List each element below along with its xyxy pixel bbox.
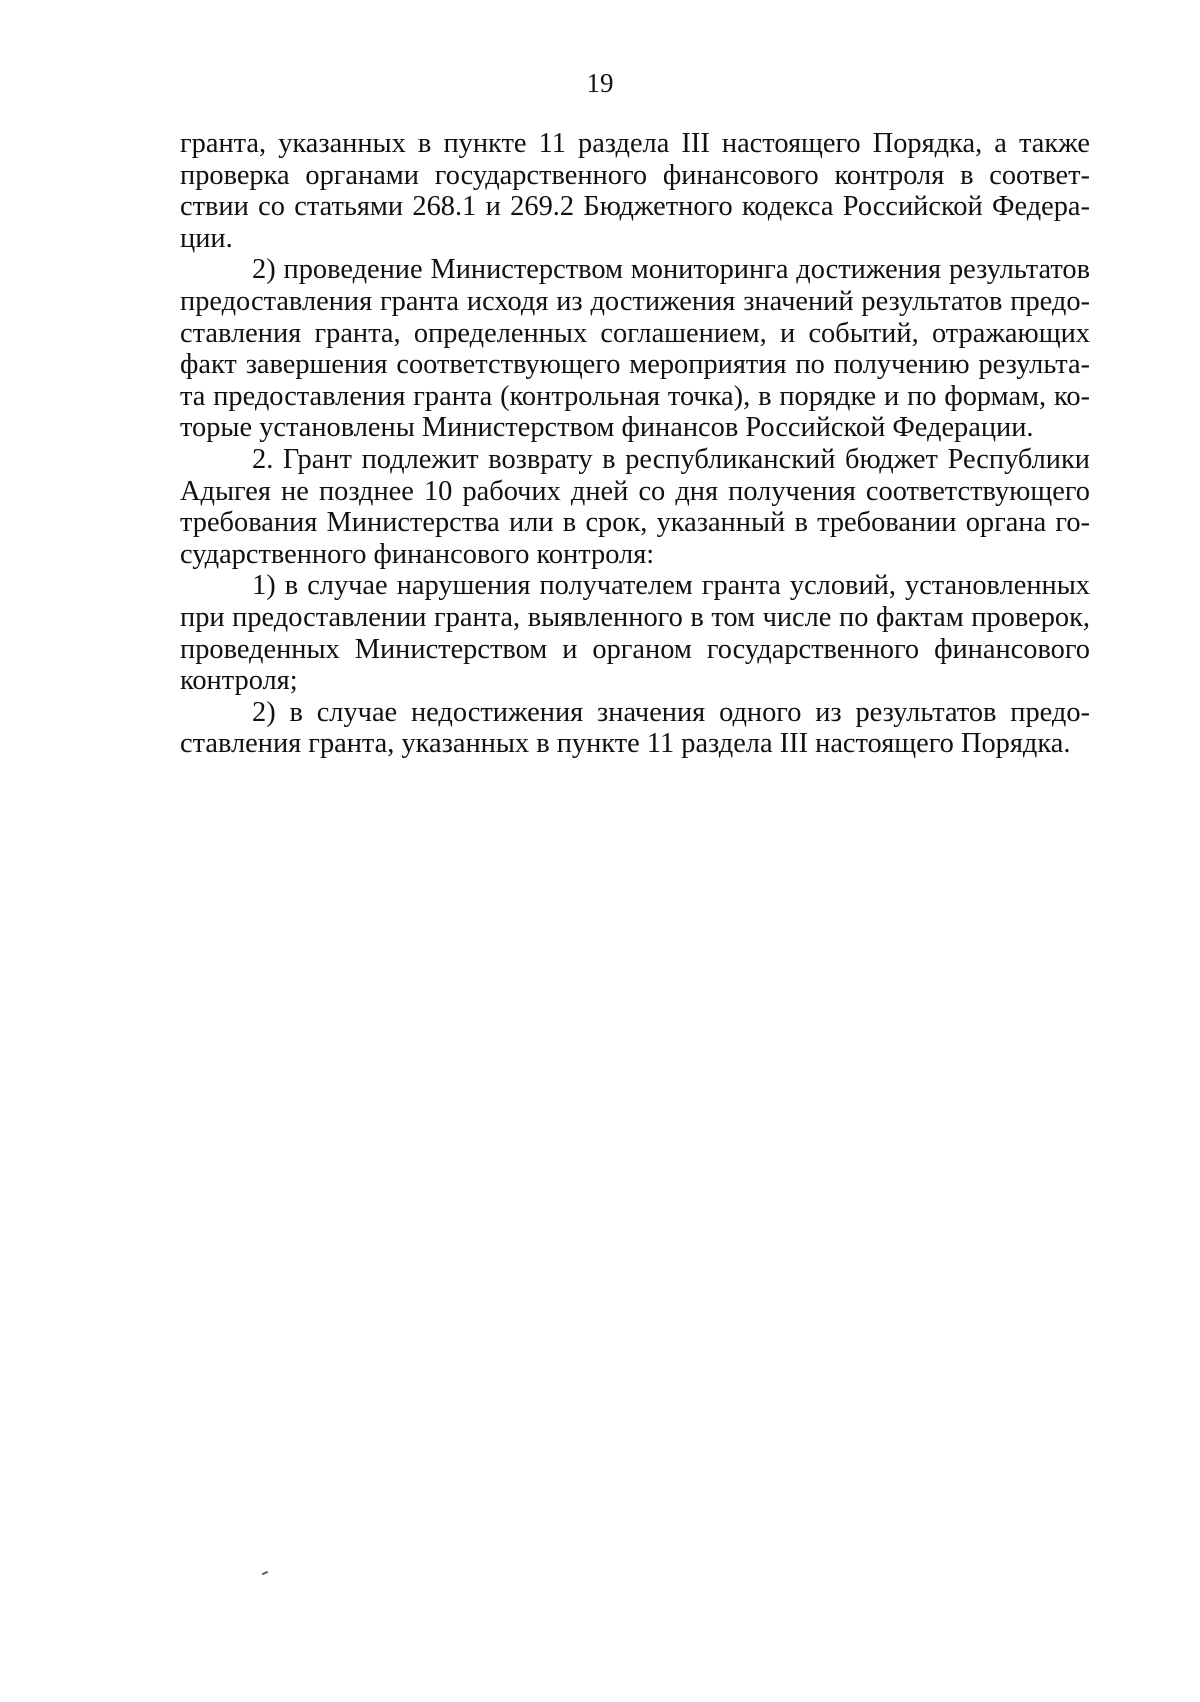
paragraph-item-2-monitoring [180,254,1090,444]
text-line: 2. Грант подлежит возврату в республиканский бюджет Республики [252,443,1090,475]
page-number: 19 [586,68,614,98]
text-line: гранта, указанных в пункте 11 раздела III настоящего Порядка, а также [180,128,1090,159]
text-line: проверка органами государственного финансового контроля в соответ- [180,159,1090,191]
paragraph-section-2-return [180,444,1090,570]
text-line: та предоставления гранта (контрольная точка), в порядке и по формам, ко- [180,380,1090,412]
text-line: при предоставлении гранта, выявленного в том числе по фактам проверок, [180,601,1090,633]
text-line: факт завершения соответствующего мероприятия по получению результа- [180,349,1090,381]
text-line: Адыгея не позднее 10 рабочих дней со дня получения соответствующего [180,475,1090,507]
text-line: 2) проведение Министерством мониторинга достижения результатов [252,254,1090,286]
text-line: проведенных Министерством и органом государственного финансового [180,633,1090,665]
text-line: требования Министерства или в срок, указанный в требовании органа го- [180,507,1090,539]
paragraph-item-1-violation [180,570,1090,696]
text-line: сударственного финансового контроля: [180,538,655,570]
text-line: предоставления гранта исходя из достижения значений результатов предо- [180,285,1090,317]
text-line: контроля; [180,665,298,697]
text-line: ствии со статьями 268.1 и 269.2 Бюджетного кодекса Российской Федера- [180,191,1090,223]
scan-speck-mark [262,1571,268,1575]
text-line: ции. [180,222,233,254]
text-line: ставления гранта, определенных соглашением, и событий, отражающих [180,317,1090,349]
document-body [180,128,1090,760]
paragraph-item-2-non-achievement [180,697,1090,760]
text-line: 2) в случае недостижения значения одного из результатов предо- [252,696,1090,728]
text-line: торые установлены Министерством финансов Российской Федерации. [180,412,1034,444]
paragraph-continuation [180,128,1090,254]
text-line: 1) в случае нарушения получателем гранта условий, установленных [252,570,1090,602]
text-line: ставления гранта, указанных в пункте 11 раздела III настоящего Порядка. [180,728,1071,760]
